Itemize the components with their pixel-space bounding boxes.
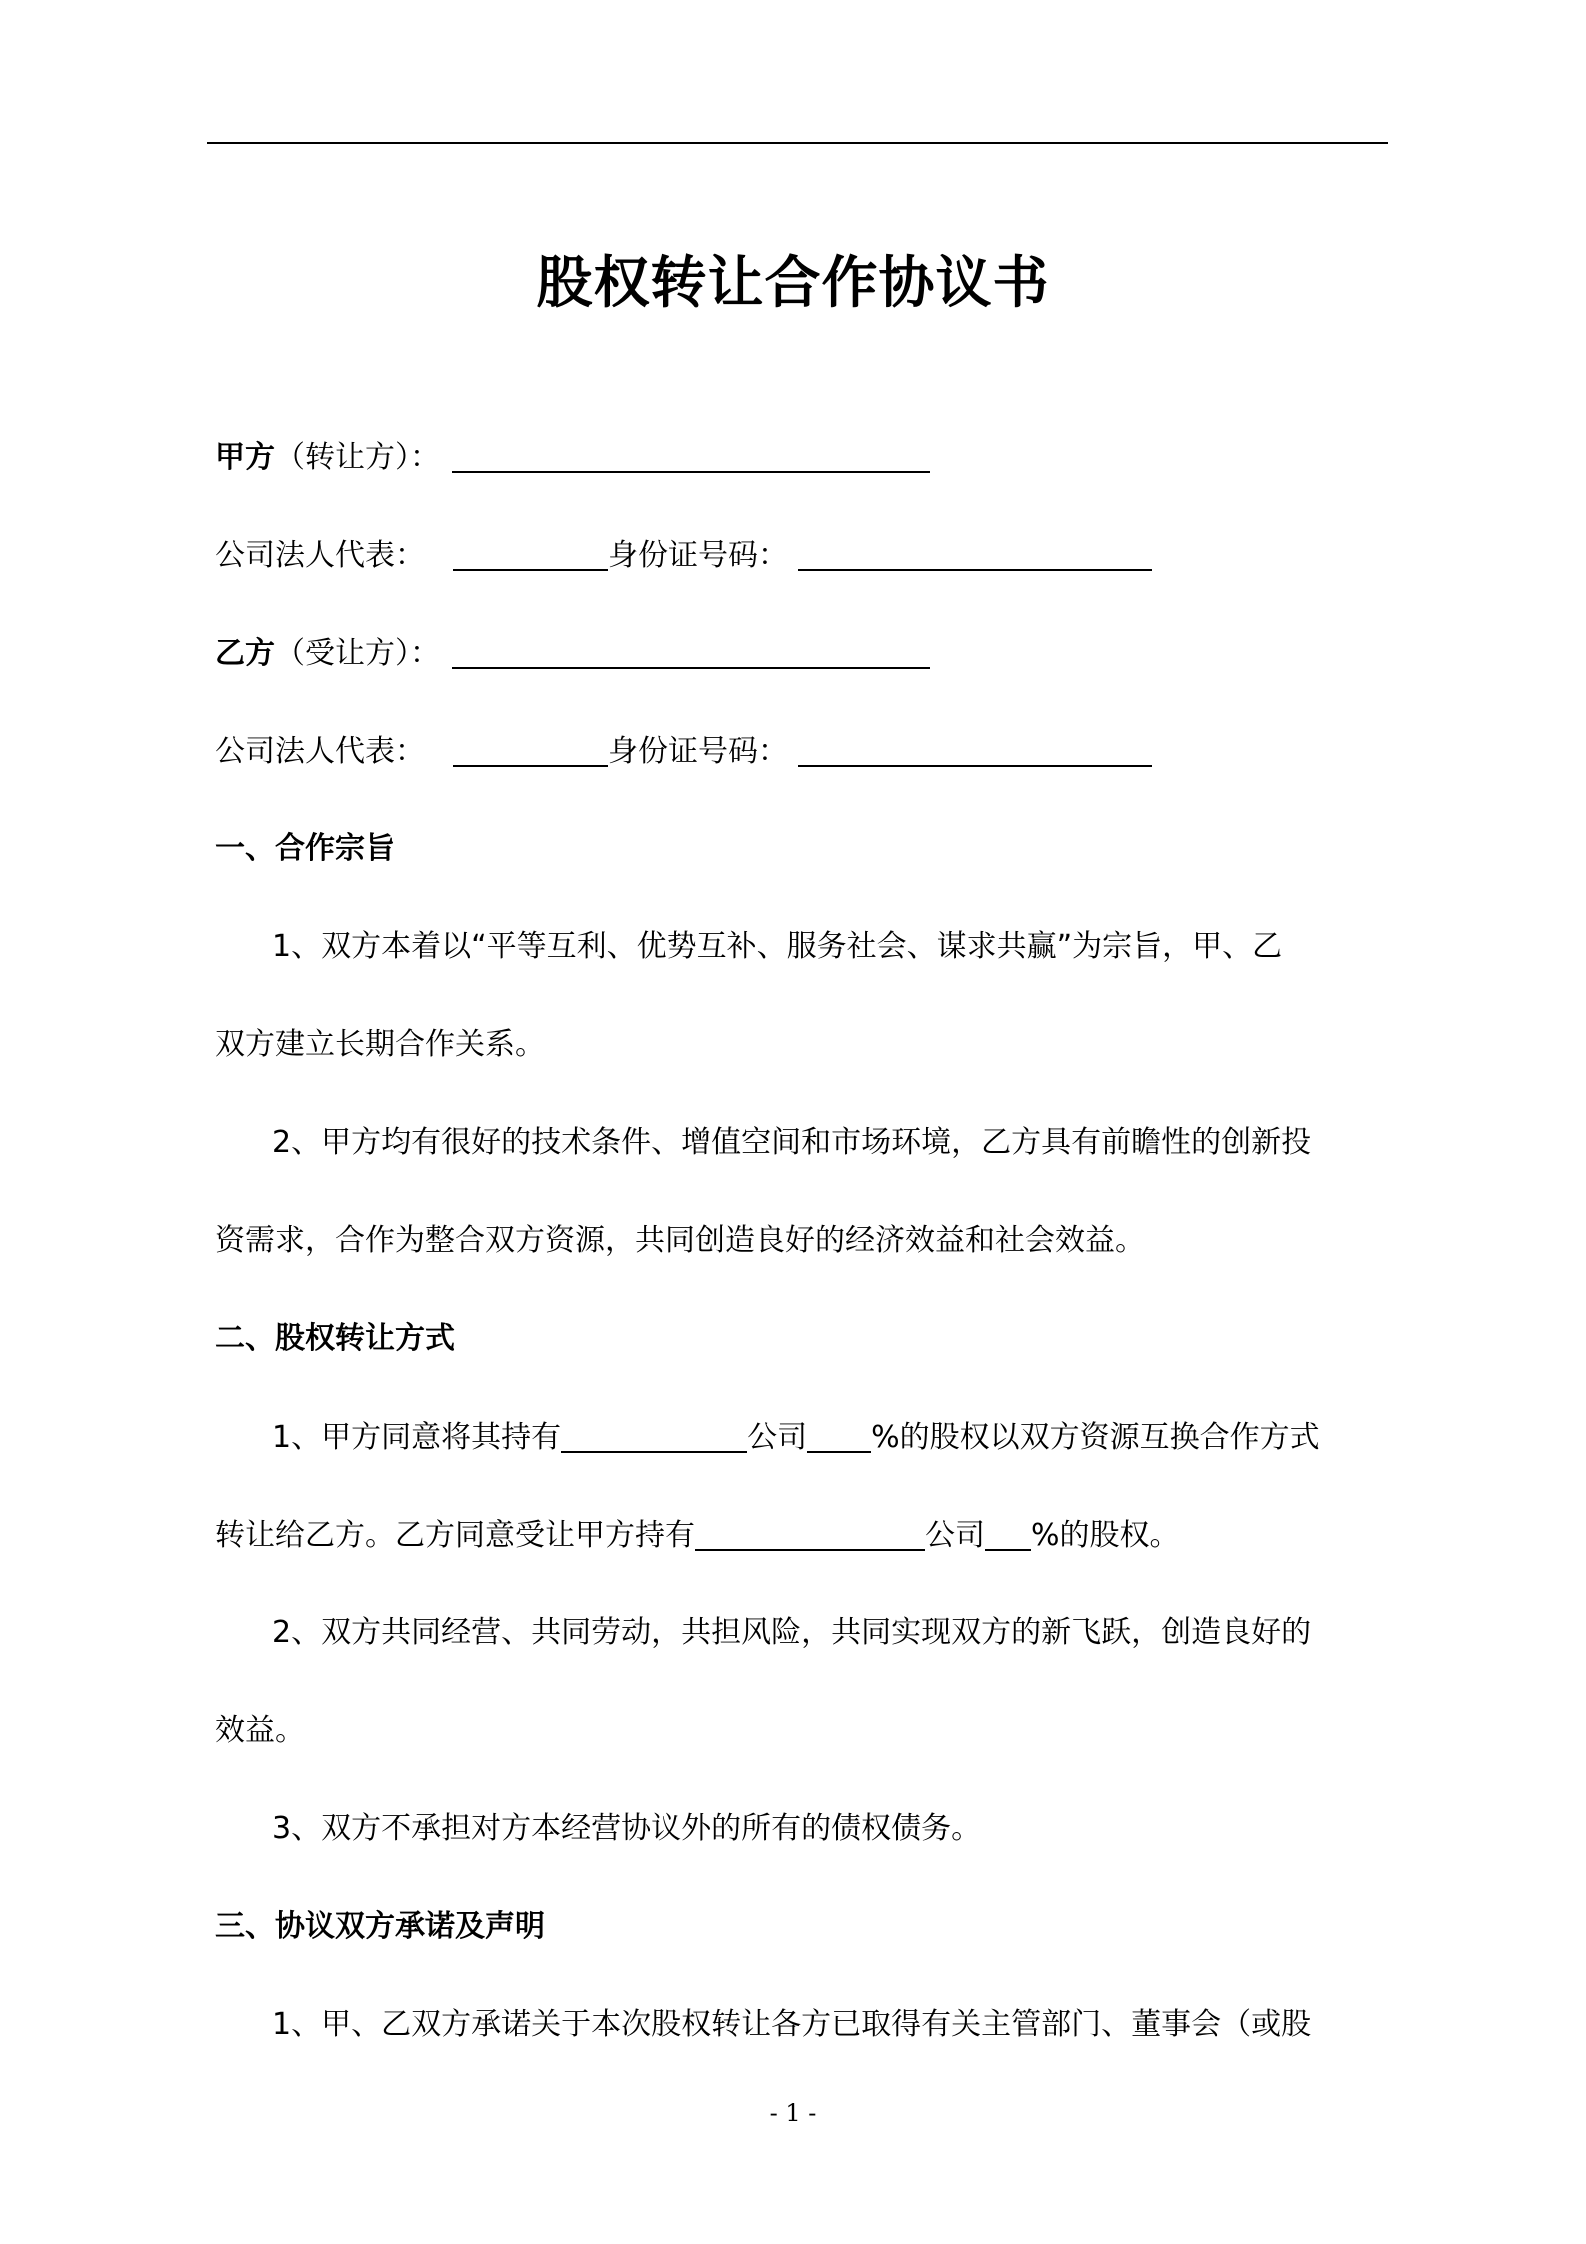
rep-b-name-blank <box>453 731 608 767</box>
section-2-p1-text-a: 1、甲方同意将其持有 <box>272 1420 562 1455</box>
header-rule <box>207 142 1388 144</box>
id-b-number-blank <box>798 731 1152 767</box>
section-2-heading: 二、股权转让方式 <box>215 1321 455 1356</box>
section-2-p3: 3、双方不承担对方本经营协议外的所有的债权债务。 <box>272 1811 982 1846</box>
section-1-p2-line1: 2、甲方均有很好的技术条件、增值空间和市场环境，乙方具有前瞻性的创新投 <box>272 1125 1312 1160</box>
id-a-label: 身份证号码： <box>608 538 788 573</box>
party-b-label: 乙方 <box>215 636 275 671</box>
id-a-number-blank <box>798 535 1152 571</box>
party-b-name-blank <box>452 633 930 669</box>
share-percent-blank-2 <box>985 1515 1031 1551</box>
party-a-line <box>215 437 930 478</box>
section-2-p1-text-b: 公司 <box>747 1420 808 1455</box>
section-2-p1-text-c: %的股权以双方资源互换合作方式 <box>871 1420 1320 1455</box>
party-a-name-blank <box>452 437 930 473</box>
section-2-p2-line1: 2、双方共同经营、共同劳动，共担风险，共同实现双方的新飞跃，创造良好的 <box>272 1615 1312 1650</box>
rep-a-label: 公司法人代表： <box>215 538 425 573</box>
section-3-heading: 三、协议双方承诺及声明 <box>215 1909 545 1944</box>
party-b-line <box>215 633 930 674</box>
rep-b-line <box>215 731 1152 772</box>
section-2-p1-text-f: %的股权。 <box>1031 1518 1180 1553</box>
section-1-heading: 一、合作宗旨 <box>215 831 395 866</box>
section-2-p1-line1 <box>272 1417 1320 1458</box>
page-number: - 1 - <box>769 2099 817 2127</box>
rep-a-line <box>215 535 1152 576</box>
page-title: 股权转让合作协议书 <box>536 251 1050 316</box>
company-name-blank-2 <box>695 1515 925 1551</box>
section-1-p1-line1: 1、双方本着以“平等互利、优势互补、服务社会、谋求共赢”为宗旨，甲、乙 <box>272 929 1283 964</box>
section-2-p1-line2 <box>215 1515 1180 1556</box>
party-a-label-rest: （转让方）： <box>275 440 440 475</box>
section-3-p1-line1: 1、甲、乙双方承诺关于本次股权转让各方已取得有关主管部门、董事会（或股 <box>272 2007 1312 2042</box>
section-2-p1-text-d: 转让给乙方。乙方同意受让甲方持有 <box>215 1518 695 1553</box>
section-2-p2-line2: 效益。 <box>215 1713 305 1748</box>
section-2-p1-text-e: 公司 <box>925 1518 985 1553</box>
id-b-label: 身份证号码： <box>608 734 788 769</box>
share-percent-blank-1 <box>807 1417 871 1453</box>
party-a-label: 甲方 <box>215 440 275 475</box>
company-name-blank-1 <box>561 1417 747 1453</box>
section-1-p2-line2: 资需求，合作为整合双方资源，共同创造良好的经济效益和社会效益。 <box>215 1223 1145 1258</box>
rep-b-label: 公司法人代表： <box>215 734 425 769</box>
party-b-label-rest: （受让方）： <box>275 636 440 671</box>
rep-a-name-blank <box>453 535 608 571</box>
section-1-p1-line2: 双方建立长期合作关系。 <box>215 1027 545 1062</box>
